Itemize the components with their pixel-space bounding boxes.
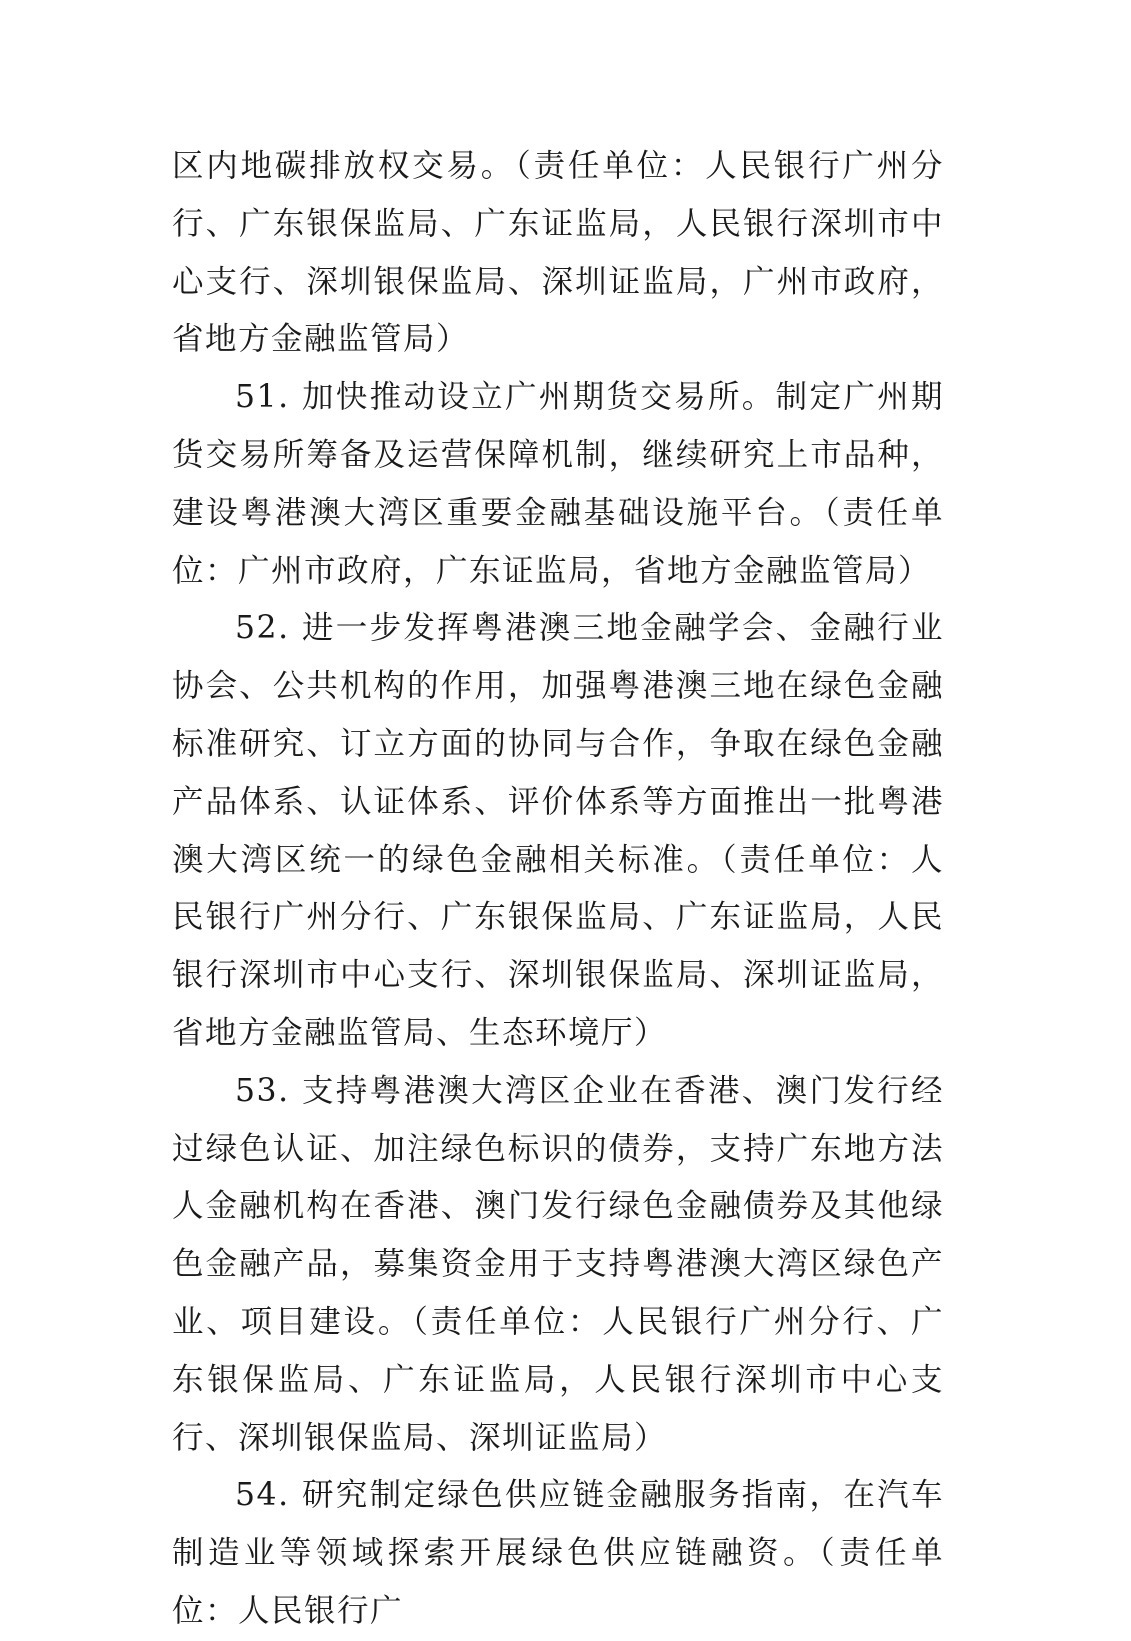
paragraph-51: 51. 加快推动设立广州期货交易所。制定广州期货交易所筹备及运营保障机制，继续研究上市品种，建设粤港澳大湾区重要金融基础设施平台。（责任单位：广州市政府，广东证监局，省地方金融监管局） [172, 379, 944, 589]
paragraph-54: 54. 研究制定绿色供应链金融服务指南，在汽车制造业等领域探索开展绿色供应链融资。（责任单位：人民银行广 [172, 1477, 944, 1629]
paragraph-52: 52. 进一步发挥粤港澳三地金融学会、金融行业协会、公共机构的作用，加强粤港澳三地在绿色金融标准研究、订立方面的协同与合作，争取在绿色金融产品体系、认证体系、评价体系等方面推出一批粤港澳大湾区统一的绿色金融相关标准。（责任单位：人民银行广州分行、广东银保监局、广东证监局，人民银行深圳市中心支行、深圳银保监局、深圳证监局，省地方金融监管局、生态环境厅） [172, 610, 944, 1051]
paragraph-continuation: 区内地碳排放权交易。（责任单位：人民银行广州分行、广东银保监局、广东证监局，人民银行深圳市中心支行、深圳银保监局、深圳证监局，广州市政府，省地方金融监管局） [172, 148, 944, 358]
paragraph-53: 53. 支持粤港澳大湾区企业在香港、澳门发行经过绿色认证、加注绿色标识的债券，支持广东地方法人金融机构在香港、澳门发行绿色金融债券及其他绿色金融产品，募集资金用于支持粤港澳大湾区绿色产业、项目建设。（责任单位：人民银行广州分行、广东银保监局、广东证监局，人民银行深圳市中心支行、深圳银保监局、深圳证监局） [172, 1072, 944, 1456]
document-body [172, 138, 944, 1641]
